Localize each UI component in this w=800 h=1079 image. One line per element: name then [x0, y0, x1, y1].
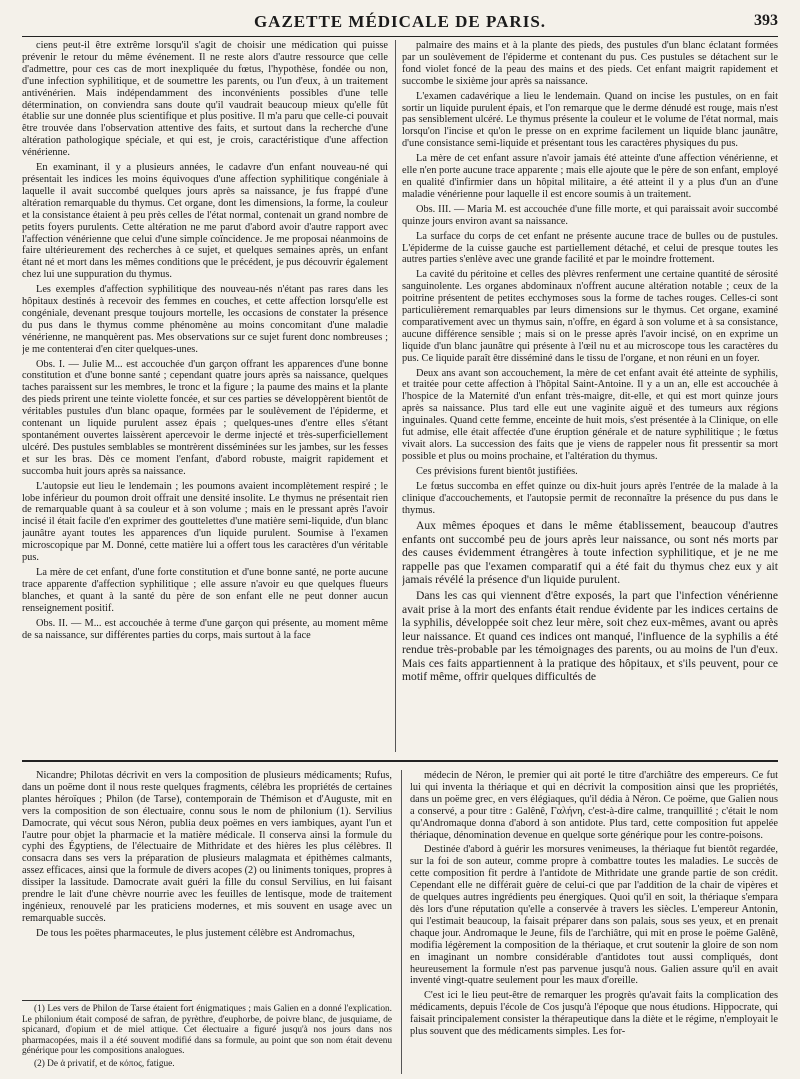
- paragraph: La surface du corps de cet enfant ne présente aucune trace de bulles ou de pustules. L'épiderme de la cuisse gauche est partiellement détaché, et celui de presque toutes les autres parties s'enlève avec une grande facilité et par le moindre frottement.: [402, 230, 778, 266]
- footnote: (1) Les vers de Philon de Tarse étaient fort énigmatiques ; mais Galien en a donné l'explication. Le philonium était composé de safran, de pyrèthre, d'euphorbe, de poivre blanc, de jusquiame, de spicanard, d'opium et de miel attique. Cet électuaire a figuré jusqu'à nos jours dans nos pharmacopées, mais il a été souvent modifié dans sa formule, au point que son nom était devenu générique pour les compositions analogues.: [22, 1004, 392, 1057]
- paragraph: C'est ici le lieu peut-être de remarquer les progrès qu'avait faits la complication des médicaments, depuis l'école de Cos jusqu'à l'époque que nous étudions. Hippocrate, qui faisait principalement consister la thérapeutique dans la diète et le régime, n'employait le plus souvent que des médicaments simples. Les for-: [410, 990, 778, 1038]
- journal-title: GAZETTE MÉDICALE DE PARIS.: [253, 12, 547, 31]
- column-bottom-left: [22, 770, 392, 995]
- column-bottom-right: [410, 770, 778, 1074]
- paragraph: Aux mêmes époques et dans le même établissement, beaucoup d'autres enfants ont succombé peu de jours après leur naissance, ou sont nés morts par des causes évidemment étrangères à toute infection syphilitique, et je ne me rappelle pas que l'examen comparatif qui a été fait du thymus chez eux y ait jamais révélé la présence d'un liquide purulent.: [402, 519, 778, 587]
- paragraph: En examinant, il y a plusieurs années, le cadavre d'un enfant nouveau-né qui présentait les indices les moins équivoques d'une affection syphilitique congéniale à laquelle il avait succombé quelques jours après sa naissance, je fus frappé d'une altération remarquable du thymus. Cet organe, dont les dimensions, la forme, la couleur et la consistance étaient à peu près celles de l'état normal, contenait un grand nombre de petits foyers purulents. Cette altération ne me parut d'abord avoir d'autre rapport avec l'affection vénérienne que celui d'une simple coïncidence. Je me proposai néanmoins de faire ultérieurement des recherches à ce sujet, et quelques semaines après, un enfant étant né et mort dans les mêmes conditions que le précédent, je pus découvrir également chez lui une suppuration du thymus.: [22, 162, 388, 281]
- paragraph: La cavité du péritoine et celles des plèvres renferment une certaine quantité de sérosité sanguinolente. Les organes abdominaux n'offrent aucune altération notable ; ceux de la poitrine présentent de petites ecchymoses sous la forme de taches rouges. Celles-ci sont particulièrement remarquables par leurs dimensions sur le thymus. Cet organe, examiné comparativement avec un thymus sain, n'offre, en égard à son volume et à sa consistance, aucune différence sensible ; mais si on le presse après l'avoir incisé, on en exprime un liquide d'un blanc jaunâtre qui présente à l'œil nu et au microscope tous les caractères du pus. Ce liquide paraît être disséminé dans le tissu de l'organe, et non réuni en un foyer.: [402, 269, 778, 364]
- paragraph: Le fœtus succomba en effet quinze ou dix-huit jours après l'entrée de la malade à la clinique d'accouchements, et l'autopsie permit de reconnaître la présence du pus dans le thymus.: [402, 480, 778, 516]
- paragraph: palmaire des mains et à la plante des pieds, des pustules d'un blanc éclatant formées par un soulèvement de l'épiderme et contenant du pus. Ces pustules se détachent sur le fond violet foncé de la peau des mains et des pieds. Cet enfant maigrit rapidement et succombe le sixième jour après sa naissance.: [402, 40, 778, 87]
- section-divider: [22, 760, 778, 762]
- paragraph: La mère de cet enfant, d'une forte constitution et d'une bonne santé, ne porte aucune trace apparente d'affection syphilitique ; elle assure n'avoir eu que quelques flueurs blanches, et quant à la santé du père de son enfant elle ne peut donner aucun renseignement positif.: [22, 566, 388, 614]
- paragraph: Les exemples d'affection syphilitique des nouveau-nés n'étant pas rares dans les hôpitaux destinés à recevoir des femmes en couches, et cette affection lorsqu'elle est congéniale, devenant presque toujours mortelle, les occasions de constater la présence du pus dans le thymus comme phénomène au moins concomitant d'une maladie vénérienne, ne manquèrent pas. Mes observations sur ce sujet furent donc nombreuses ; je me contenterai d'en citer quelques-unes.: [22, 284, 388, 355]
- paragraph: L'examen cadavérique a lieu le lendemain. Quand on incise les pustules, on en fait sortir un liquide purulent épais, et l'on remarque que le derme dénudé est rouge, mais n'est pas sensiblement ulcéré. Le thymus présente la couleur et le volume de l'état normal, mais lorsqu'on l'incise et qu'on le presse on en exprime facilement un liquide blanc jaunâtre, d'une consistance semi-liquide et présentant tous les caractères physiques du pus.: [402, 90, 778, 150]
- footnote-rule: [22, 1000, 192, 1001]
- column-divider: [401, 770, 402, 1074]
- paragraph: médecin de Néron, le premier qui ait porté le titre d'archiâtre des empereurs. Ce fut lui qui inventa la thériaque et qui en décrivit la composition ainsi que les propriétés, dans un poëme grec, en vers élégiaques, qu'il dédia à Néron. Ce poëme, que Galien nous a conservé, a pour titre : Galênê, Γαλήνη, c'est-à-dire calme, tranquillité ; c'était le nom qu'Andromaque donna d'abord à son antidote. Plus tard, cette composition fut appelée thériaque, dénomination devenue en quelque sorte générique pour les contre-poisons.: [410, 770, 778, 841]
- page-header: [22, 8, 778, 37]
- observation-paragraph: Obs. II. — M... est accouchée à terme d'une garçon qui présente, au moment même de sa naissance, sur différentes parties du corps, mais surtout à la face: [22, 617, 388, 641]
- footnote: (2) De ἀ privatif, et de κόπος, fatigue.: [34, 1058, 175, 1069]
- paragraph: Dans les cas qui viennent d'être exposés, la part que l'infection vénérienne avait prise à la mort des enfants était rendue évidente par les indices certains de la syphilis, développée soit chez leur mère, soit chez eux-mêmes, avant ou après leur naissance. Et quand ces indices ont manqué, l'influence de la syphilis a été rendue très-probable par les témoignages des parents, ou au moins de l'un d'eux. Mais ces faits appartiennent à la pratique des hôpitaux, et s'ils peuvent, pour ce motif même, offrir quelques difficultés de: [402, 589, 778, 683]
- paragraph: Ces prévisions furent bientôt justifiées.: [416, 465, 578, 477]
- paragraph: ciens peut-il être extrême lorsqu'il s'agit de choisir une médication qui puisse prévenir le retour du même événement. Il ne reste alors d'autre ressource que celle d'admettre, pour ces cas de mort inexpliquée du fœtus, l'hypothèse, fondée ou non, d'une infection syphilitique, et de soumettre les parents, ou l'un d'eux, à un traitement antivénérien. Mais indépendamment des inconvénients possibles d'une telle détermination, on conviendra sans doute qu'il vaudrait beaucoup mieux qu'elle fût établie sur une donnée plus scientifique et plus positive. Il m'a paru que celle-ci pouvait être trouvée dans l'observation attentive des faits, et surtout dans la recherche d'une altération pathologique spéciale, et qui est, je crois, caractéristique d'une affection vénérienne.: [22, 40, 388, 159]
- page-number: 393: [754, 12, 778, 29]
- column-divider: [395, 40, 396, 752]
- paragraph: La mère de cet enfant assure n'avoir jamais été atteinte d'une affection vénérienne, et elle n'en porte aucune trace apparente ; mais elle ajoute que le père de son enfant, employé en qualité d'infirmier dans un hôpital militaire, a été atteint il y a plus d'un an d'une maladie vénérienne pour laquelle il est encore soumis à un traitement.: [402, 153, 778, 200]
- paragraph: Nicandre; Philotas décrivit en vers la composition de plusieurs médicaments; Rufus, dans un poëme dont il nous reste quelques fragments, célébra les propriétés de certaines plantes héroïques ; Philon (de Tarse), contemporain de Thémison et d'Auguste, mit en vers la composition de son électuaire, connu sous le nom de philonium (1). Servilius Damocrate, qui vécut sous Néron, publia deux poëmes en vers iambiques, ayant l'un et l'autre pour objet la pharmacie et la matière médicale. Il conserva ainsi la formule du cyphi des Égyptiens, de l'électuaire de Mithridate et des hières les plus célèbres. Il consacra dans ses vers la préparation de plusieurs malagmata et épithèmes calmants, assez efficaces, ainsi que la formule de divers acopes (2) ou liniments toniques, propres à dissiper la lassitude. Damocrate avait guéri la fille du consul Servilius, en lui faisant prendre le lait d'une chèvre nourrie avec les feuilles de lentisque, mode de traitement ingénieux, renouvelé par les praticiens modernes, et mis souvent en usage avec un remarquable succès.: [22, 770, 392, 924]
- observation-paragraph: Obs. I. — Julie M... est accouchée d'un garçon offrant les apparences d'une bonne constitution et d'une bonne santé ; cependant quatre jours après sa naissance, quelques taches paraissent sur les membres, le tronc et la figure ; la paume des mains et la plante des pieds prirent une teinte violette foncée, et sur ces parties se développèrent bientôt de véritables pustules d'un blanc opaque, formées par le soulèvement de l'épiderme, et contenant un liquide purulent assez épais ; quelques-unes d'entre elles s'étant spontanément ouvertes laissèrent apercevoir le derme injecté et très-superficiellement ulcéré. Des pustules semblables se montrèrent disséminées sur les jambes, sur les fesses et sur les bras. Dès ce moment l'enfant, d'abord robuste, maigrit rapidement et succomba huit jours après sa naissance.: [22, 358, 388, 477]
- column-top-left: [22, 40, 388, 752]
- paragraph: Deux ans avant son accouchement, la mère de cet enfant avait été atteinte de syphilis, et traitée pour cette affection à l'hôpital Saint-Antoine. Il y a un an, elle est accouchée à l'hospice de la Maternité d'un enfant très-maigre, dit-elle, et qui est mort quinze jours après sa naissance. Plus tard elle eut une vaginite aiguë et des tumeurs aux régions inguinales. Quand cette femme, enceinte de huit mois, s'est présentée à la Clinique, on elle fut admise, elle était affectée d'une éruption générale et de nature syphilitique ; le fœtus vivait alors. La succession des faits que je viens de rappeler nous fit pressentir sa mort possible et plus ou moins prochaine, et l'altération du thymus.: [402, 367, 778, 462]
- paragraph: De tous les poëtes pharmaceutes, le plus justement célèbre est Andromachus,: [36, 927, 355, 939]
- footnotes: [22, 1004, 392, 1076]
- paragraph: L'autopsie eut lieu le lendemain ; les poumons avaient incomplètement respiré ; le lobe inférieur du poumon droit offrait une densité insolite. Le thymus ne présentait rien de remarquable quant à sa couleur et à son volume ; mais en le pressant après l'avoir incisé il était facile d'en exprimer des gouttelettes d'une matière semi-liquide, d'un blanc jaunâtre ayant toutes les apparences d'un liquide purulent. Soumise à l'examen microscopique par M. Donné, cette matière lui a offert tous les caractères d'un véritable pus.: [22, 480, 388, 564]
- column-top-right: [402, 40, 778, 752]
- observation-paragraph: Obs. III. — Maria M. est accouchée d'une fille morte, et qui paraissait avoir succombé quinze jours environ avant sa naissance.: [402, 203, 778, 227]
- paragraph: Destinée d'abord à guérir les morsures venimeuses, la thériaque fut bientôt regardée, sur la foi de son auteur, comme propre à combattre toutes les maladies. Le succès de cette composition fit perdre à l'antidote de Mithridate une grande partie de son crédit. Cependant elle ne différait guère de celui-ci que par l'addition de la chair de vipères et de quelques autres ingrédients peu énergiques. Quoi qu'il en soit, la thériaque s'empara dès lors d'une réputation qu'elle a conservée à travers les siècles. L'empereur Antonin, qui l'estimait beaucoup, la faisait préparer dans son palais, sous ses yeux, et en prenait chaque jour. Andromaque le Jeune, fils de l'archiâtre, qui mit en prose le poëme Galênê, modifia légèrement la composition de la thériaque, et crut soutenir la gloire de son nom en imaginant un nombre considérable d'antidotes tout aussi compliqués, dont heureusement la formule n'est pas parvenue jusqu'à nous. Galien assure qu'il en avait inventé vingt-quatre seulement pour les maux d'oreille.: [410, 844, 778, 987]
